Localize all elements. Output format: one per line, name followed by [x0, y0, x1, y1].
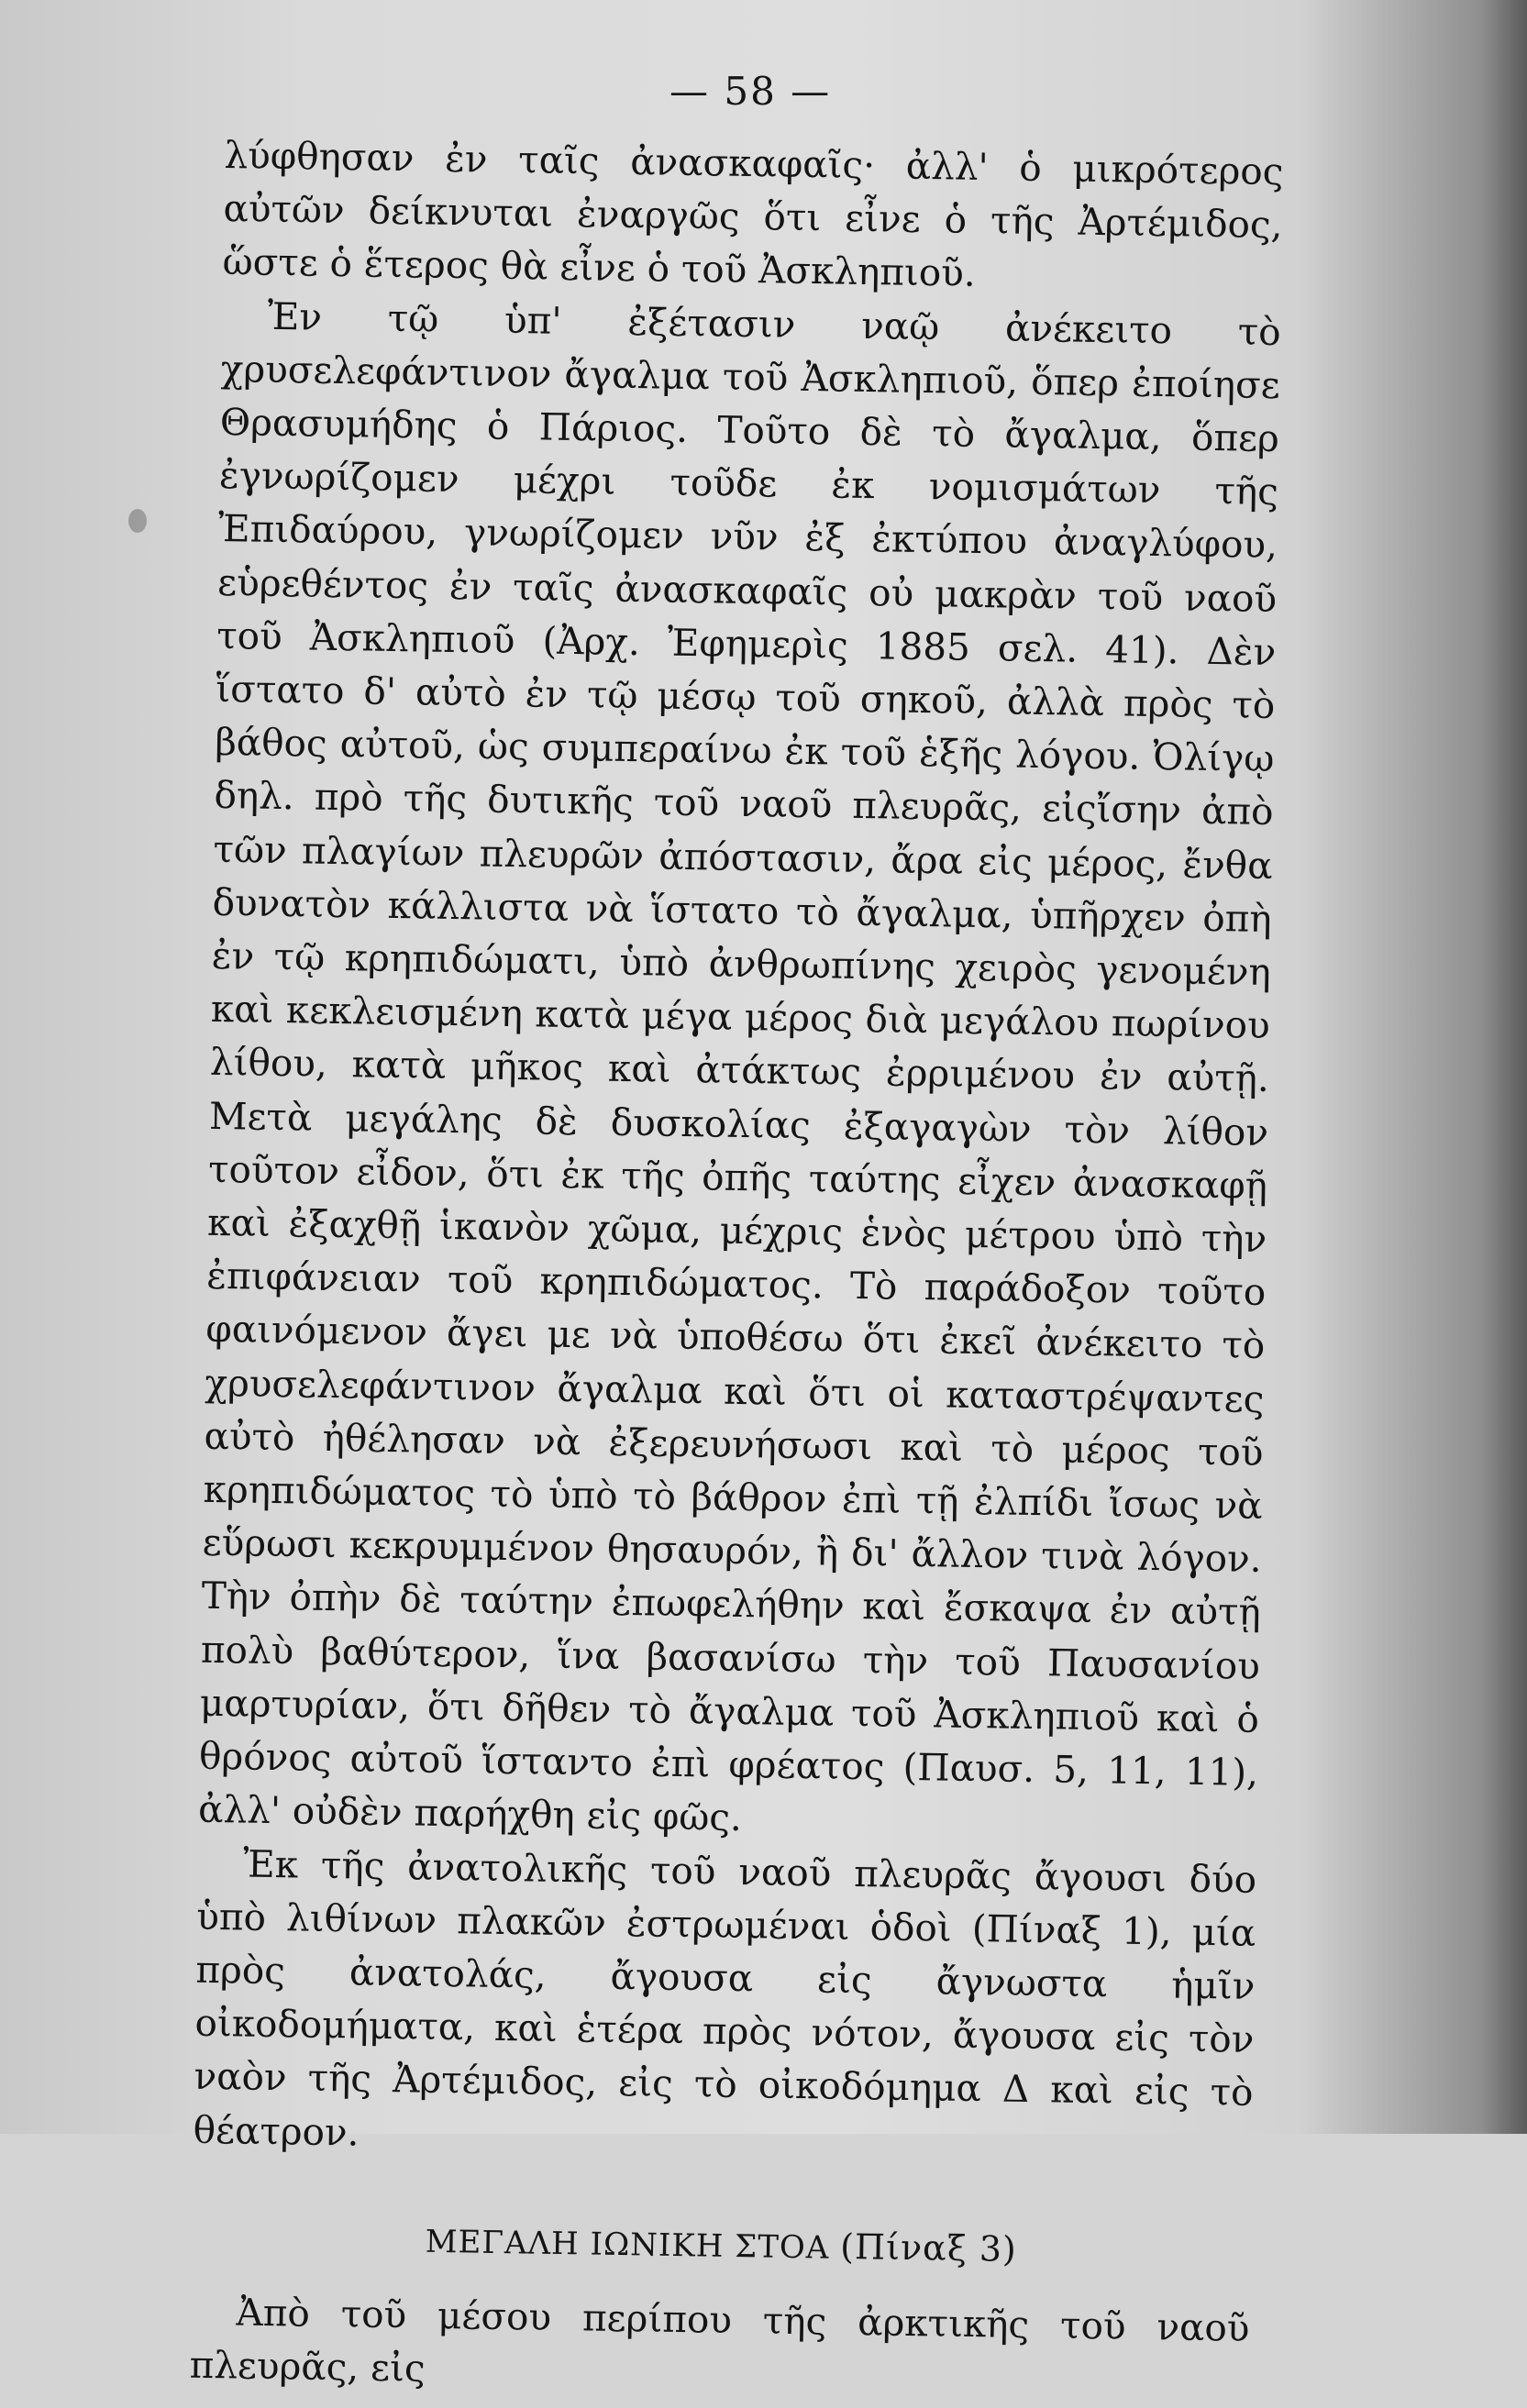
- paragraph-continuation: λύφθησαν ἐν ταῖς ἀνασκαφαῖς· ἀλλ' ὁ μικρότερος αὐτῶν δείκνυται ἐναργῶς ὅτι εἶνε ὁ τῆς Ἀρτέμιδος, ὥστε ὁ ἕτερος θὰ εἶνε ὁ τοῦ Ἀσκληπιοῦ.: [222, 132, 1284, 296]
- ink-spot: [128, 509, 147, 533]
- paragraph-section-opening: Ἀπὸ τοῦ μέσου περίπου τῆς ἀρκτικῆς τοῦ ναοῦ πλευρᾶς, εἰς: [189, 2290, 1250, 2391]
- section-heading: [191, 2209, 1251, 2281]
- body-text: [189, 128, 1284, 2408]
- page-number: — 58 —: [669, 69, 832, 114]
- section-table-ref: (Πίναξ 3): [839, 2226, 1018, 2270]
- section-title: ΜΕΓΑΛΗ ΙΩΝΙΚΗ ΣΤΟΑ: [425, 2223, 830, 2267]
- paragraph-statue: Ἐν τῷ ὑπ' ἐξέτασιν ναῷ ἀνέκειτο τὸ χρυσελεφάντινον ἄγαλμα τοῦ Ἀσκληπιοῦ, ὅπερ ἐποίησε Θρασυμήδης ὁ Πάριος. Τοῦτο δὲ τὸ ἄγαλμα, ὅπερ ἐγνωρίζομεν μέχρι τοῦδε ἐκ νομισμάτων τῆς Ἐπιδαύρου, γνωρίζομεν νῦν ἐξ ἐκτύπου ἀναγλύφου, εὑρεθέντος ἐν ταῖς ἀνασκαφαῖς οὐ μακρὰν τοῦ ναοῦ τοῦ Ἀσκληπιοῦ (Ἀρχ. Ἐφημερὶς 1885 σελ. 41). Δὲν ἵστατο δ' αὐτὸ ἐν τῷ μέσῳ τοῦ σηκοῦ, ἀλλὰ πρὸς τὸ βάθος αὐτοῦ, ὡς συμπεραίνω ἐκ τοῦ ἑξῆς λόγου. Ὀλίγῳ δηλ. πρὸ τῆς δυτικῆς τοῦ ναοῦ πλευρᾶς, εἰςἴσην ἀπὸ τῶν πλαγίων πλευρῶν ἀπόστασιν, ἄρα εἰς μέρος, ἔνθα δυνατὸν κάλλιστα νὰ ἵστατο τὸ ἄγαλμα, ὑπῆρχεν ὀπὴ ἐν τῷ κρηπιδώματι, ὑπὸ ἀνθρωπίνης χειρὸς γενομένη καὶ κεκλεισμένη κατὰ μέγα μέρος διὰ μεγάλου πωρίνου λίθου, κατὰ μῆκος καὶ ἀτάκτως ἐρριμένου ἐν αὐτῇ. Μετὰ μεγάλης δὲ δυσκολίας ἐξαγαγὼν τὸν λίθον τοῦτον εἶδον, ὅτι ἐκ τῆς ὀπῆς ταύτης εἶχεν ἀνασκαφῇ καὶ ἐξαχθῇ ἱκανὸν χῶμα, μέχρις ἑνὸς μέτρου ὑπὸ τὴν ἐπιφάνειαν τοῦ κρηπιδώματος. Τὸ παράδοξον τοῦτο φαινόμενον ἄγει με νὰ ὑποθέσω ὅτι ἐκεῖ ἀνέκειτο τὸ χρυσελεφάντινον ἄγαλμα καὶ ὅτι οἱ καταστρέψαντες αὐτὸ ἠθέλησαν νὰ ἐξερευνήσωσι καὶ τὸ μέρος τοῦ κρηπιδώματος τὸ ὑπὸ τὸ βάθρον ἐπὶ τῇ ἐλπίδι ἴσως νὰ εὕρωσι κεκρυμμένον θησαυρόν, ἢ δι' ἄλλον τινὰ λόγον. Τὴν ὀπὴν δὲ ταύτην ἐπωφελήθην καὶ ἔσκαψα ἐν αὐτῇ πολὺ βαθύτερον, ἵνα βασανίσω τὴν τοῦ Παυσανίου μαρτυρίαν, ὅτι δῆθεν τὸ ἄγαλμα τοῦ Ἀσκληπιοῦ καὶ ὁ θρόνος αὐτοῦ ἵσταντο ἐπὶ φρέατος (Παυσ. 5, 11, 11), ἀλλ' οὐδὲν παρήχθη εἰς φῶς.: [197, 293, 1282, 1840]
- paragraph-roads: Ἐκ τῆς ἀνατολικῆς τοῦ ναοῦ πλευρᾶς ἄγουσι δύο ὑπὸ λιθίνων πλακῶν ἐστρωμέναι ὁδοὶ (Πίναξ 1), μία πρὸς ἀνατολάς, ἄγουσα εἰς ἄγνωστα ἡμῖν οἰκοδομήματα, καὶ ἑτέρα πρὸς νότον, ἄγουσα εἰς τὸν ναὸν τῆς Ἀρτέμιδος, εἰς τὸ οἰκοδόμημα Δ καὶ εἰς τὸ θέατρον.: [193, 1841, 1257, 2155]
